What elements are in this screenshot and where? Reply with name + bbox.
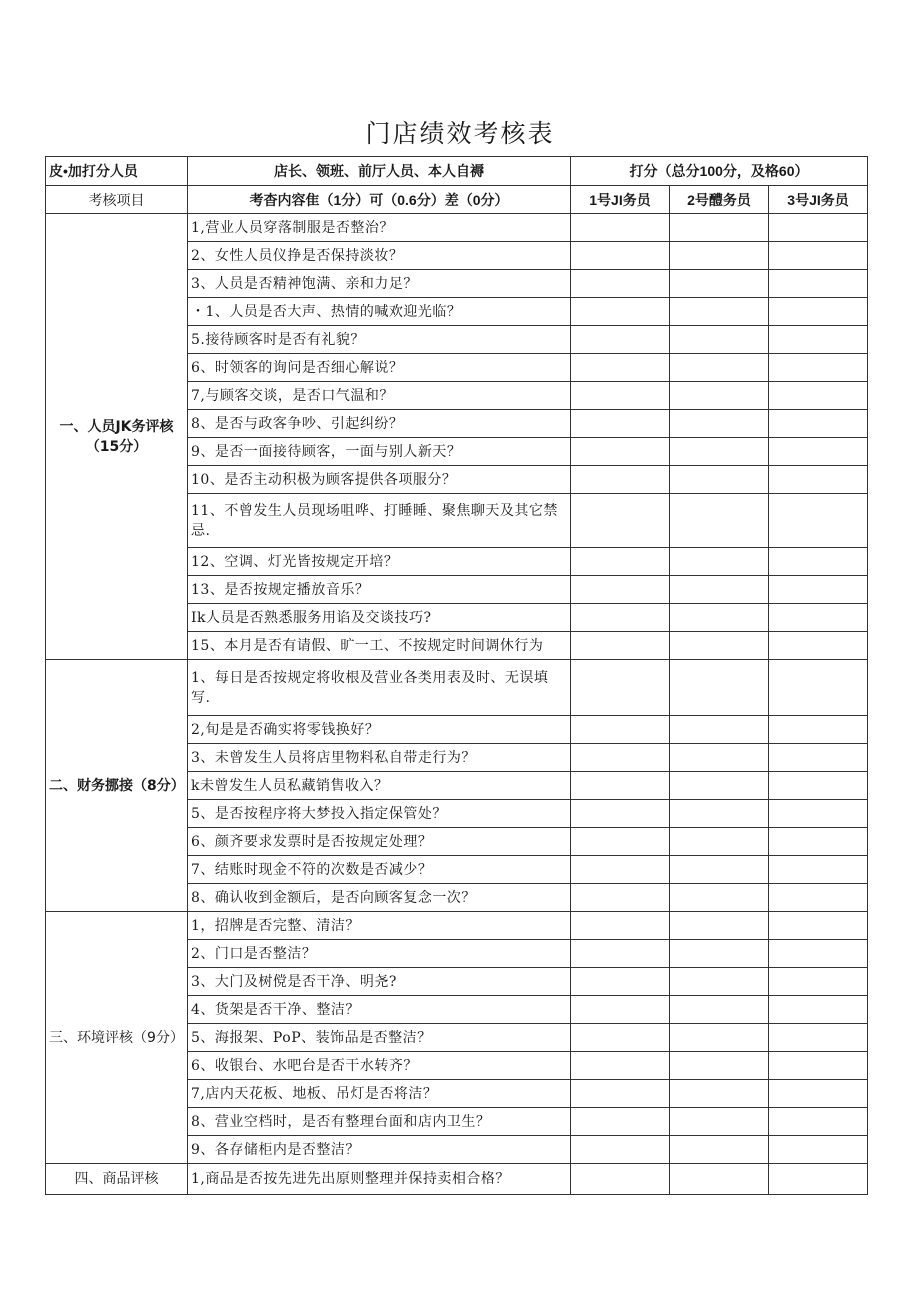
criterion-item: 7、结账时现金不符的次数是否减少？ [188, 856, 571, 884]
score-cell-staff-2[interactable] [670, 298, 769, 326]
score-cell-staff-1[interactable] [571, 270, 670, 298]
raters-cell: 店长、领班、前厅人员、本人自褥 [188, 157, 571, 186]
score-cell-staff-1[interactable] [571, 912, 670, 940]
score-cell-staff-2[interactable] [670, 548, 769, 576]
score-cell-staff-3[interactable] [769, 968, 868, 996]
score-cell-staff-3[interactable] [769, 632, 868, 660]
score-cell-staff-3[interactable] [769, 744, 868, 772]
assessment-table [45, 156, 868, 1195]
criterion-item: ・1、人员是否大声、热情的喊欢迎光临？ [188, 298, 571, 326]
criterion-item: 1,营业人员穿落制服是否整治？ [188, 214, 571, 242]
section-label: 四、商品评核 [46, 1164, 188, 1195]
score-cell-staff-2[interactable] [670, 884, 769, 912]
criterion-item: 10、是否主动积极为顾客提供各项服分？ [188, 466, 571, 494]
criterion-item: Ik人员是否熟悉服务用谄及交谈技巧? [188, 604, 571, 632]
score-cell-staff-3[interactable] [769, 716, 868, 744]
table-row [46, 214, 868, 242]
score-cell-staff-3[interactable] [769, 1164, 868, 1195]
table-row [46, 912, 868, 940]
score-cell-staff-2[interactable] [670, 632, 769, 660]
criterion-item: 6、收银台、水吧台是否干水转齐？ [188, 1052, 571, 1080]
score-cell-staff-3[interactable] [769, 466, 868, 494]
score-cell-staff-3[interactable] [769, 604, 868, 632]
score-cell-staff-2[interactable] [670, 912, 769, 940]
criteria-label: 考杳内容隹（1分）可（0.6分）差（0分） [188, 186, 571, 214]
rater-label: 皮•加打分人员 [46, 157, 188, 186]
criterion-item: 6、时领客的询问是否细心解说？ [188, 354, 571, 382]
criterion-item: 2、门口是否整洁？ [188, 940, 571, 968]
score-cell-staff-2[interactable] [670, 660, 769, 716]
score-cell-staff-1[interactable] [571, 800, 670, 828]
page-title: 门店绩效考核表 [365, 119, 555, 148]
score-label: 打分（总分100分，及格60） [571, 157, 868, 186]
criterion-item: 3、未曾发生人员将店里物料私自带走行为？ [188, 744, 571, 772]
score-cell-staff-1[interactable] [571, 604, 670, 632]
score-cell-staff-2[interactable] [670, 1024, 769, 1052]
score-cell-staff-2[interactable] [670, 326, 769, 354]
score-cell-staff-3[interactable] [769, 940, 868, 968]
table-row [46, 660, 868, 716]
score-cell-staff-1[interactable] [571, 632, 670, 660]
section-label: 二、财务挪接（8分） [46, 660, 188, 912]
score-cell-staff-2[interactable] [670, 382, 769, 410]
score-cell-staff-2[interactable] [670, 494, 769, 548]
score-cell-staff-1[interactable] [571, 744, 670, 772]
score-cell-staff-3[interactable] [769, 438, 868, 466]
staff-2-header: 2号醴务员 [670, 186, 769, 214]
score-cell-staff-1[interactable] [571, 298, 670, 326]
score-cell-staff-2[interactable] [670, 466, 769, 494]
score-cell-staff-2[interactable] [670, 744, 769, 772]
criterion-item: 2,旬是是否确实将零钱换好？ [188, 716, 571, 744]
score-cell-staff-2[interactable] [670, 1080, 769, 1108]
score-cell-staff-1[interactable] [571, 1052, 670, 1080]
section-label: 三、环境评核（9分） [46, 912, 188, 1164]
criterion-item: 5、是否按程序将大梦投入指定保管处？ [188, 800, 571, 828]
score-cell-staff-3[interactable] [769, 214, 868, 242]
score-cell-staff-3[interactable] [769, 1108, 868, 1136]
score-cell-staff-3[interactable] [769, 1052, 868, 1080]
score-cell-staff-2[interactable] [670, 856, 769, 884]
header-row [46, 157, 868, 186]
score-cell-staff-2[interactable] [670, 1052, 769, 1080]
criterion-item: 8、是否与政客争吵、引起纠纷？ [188, 410, 571, 438]
score-cell-staff-1[interactable] [571, 884, 670, 912]
criterion-item: 7,与顾客交谈，是否口气温和？ [188, 382, 571, 410]
score-cell-staff-3[interactable] [769, 548, 868, 576]
score-cell-staff-1[interactable] [571, 828, 670, 856]
score-cell-staff-1[interactable] [571, 438, 670, 466]
criterion-item: 3、大门及树傥是否干净、明尧? [188, 968, 571, 996]
score-cell-staff-1[interactable] [571, 1164, 670, 1195]
criterion-item: 15、本月是否有请假、旷一工、不按规定时间调休行为 [188, 632, 571, 660]
criterion-item: 9、各存储柜内是否整洁？ [188, 1136, 571, 1164]
score-cell-staff-3[interactable] [769, 270, 868, 298]
score-cell-staff-1[interactable] [571, 410, 670, 438]
criterion-item: k未曾发生人员私藏销售收入？ [188, 772, 571, 800]
score-cell-staff-3[interactable] [769, 326, 868, 354]
score-cell-staff-1[interactable] [571, 354, 670, 382]
subheader-row [46, 186, 868, 214]
score-cell-staff-2[interactable] [670, 996, 769, 1024]
score-cell-staff-1[interactable] [571, 716, 670, 744]
score-cell-staff-2[interactable] [670, 800, 769, 828]
score-cell-staff-2[interactable] [670, 828, 769, 856]
score-cell-staff-1[interactable] [571, 996, 670, 1024]
criterion-item: 4、货架是否干净、整洁？ [188, 996, 571, 1024]
score-cell-staff-1[interactable] [571, 1136, 670, 1164]
staff-3-header: 3号JI务员 [769, 186, 868, 214]
score-cell-staff-3[interactable] [769, 242, 868, 270]
criterion-item: 1、每日是否按规定将收根及营业各类用表及时、无误填写. [188, 660, 571, 716]
score-cell-staff-3[interactable] [769, 856, 868, 884]
criterion-item: 2、女性人员仪挣是否保持淡妆？ [188, 242, 571, 270]
project-label: 考核项目 [46, 186, 188, 214]
table-row [46, 1164, 868, 1195]
score-cell-staff-1[interactable] [571, 214, 670, 242]
score-cell-staff-3[interactable] [769, 772, 868, 800]
score-cell-staff-3[interactable] [769, 354, 868, 382]
score-cell-staff-3[interactable] [769, 912, 868, 940]
score-cell-staff-3[interactable] [769, 1024, 868, 1052]
criterion-item: 1,商品是否按先进先出原则整理并保持卖相合格？ [188, 1164, 571, 1195]
score-cell-staff-2[interactable] [670, 716, 769, 744]
score-cell-staff-2[interactable] [670, 940, 769, 968]
criterion-item: 12、空调、灯光皆按规定开培？ [188, 548, 571, 576]
score-cell-staff-3[interactable] [769, 1080, 868, 1108]
score-cell-staff-1[interactable] [571, 1024, 670, 1052]
staff-1-header: 1号JI务员 [571, 186, 670, 214]
score-cell-staff-3[interactable] [769, 410, 868, 438]
score-cell-staff-1[interactable] [571, 576, 670, 604]
score-cell-staff-1[interactable] [571, 772, 670, 800]
score-cell-staff-3[interactable] [769, 884, 868, 912]
section-label: 一、人员JK务评核（15分） [46, 214, 188, 660]
criterion-item: 7,店内天花板、地板、吊灯是否将洁？ [188, 1080, 571, 1108]
criterion-item: 3、人员是否精神饱满、亲和力足？ [188, 270, 571, 298]
score-cell-staff-3[interactable] [769, 800, 868, 828]
score-cell-staff-3[interactable] [769, 828, 868, 856]
criterion-item: 8、营业空档时，是否有整理台面和店内卫生？ [188, 1108, 571, 1136]
score-cell-staff-3[interactable] [769, 996, 868, 1024]
criterion-item: 5、海报架、PoP、装饰品是否整洁？ [188, 1024, 571, 1052]
score-cell-staff-2[interactable] [670, 1136, 769, 1164]
score-cell-staff-3[interactable] [769, 298, 868, 326]
score-cell-staff-1[interactable] [571, 968, 670, 996]
score-cell-staff-2[interactable] [670, 214, 769, 242]
score-cell-staff-2[interactable] [670, 410, 769, 438]
score-cell-staff-1[interactable] [571, 1108, 670, 1136]
score-cell-staff-2[interactable] [670, 1108, 769, 1136]
criterion-item: 9、是否一面接待顾客，一面与别人新天？ [188, 438, 571, 466]
score-cell-staff-3[interactable] [769, 494, 868, 548]
criterion-item: 11、不曾发生人员现场咀哗、打睡睡、聚焦聊天及其它禁忌. [188, 494, 571, 548]
score-cell-staff-2[interactable] [670, 1164, 769, 1195]
score-cell-staff-1[interactable] [571, 466, 670, 494]
score-cell-staff-1[interactable] [571, 856, 670, 884]
score-cell-staff-1[interactable] [571, 940, 670, 968]
score-cell-staff-2[interactable] [670, 270, 769, 298]
score-cell-staff-2[interactable] [670, 772, 769, 800]
score-cell-staff-1[interactable] [571, 660, 670, 716]
score-cell-staff-2[interactable] [670, 968, 769, 996]
score-cell-staff-1[interactable] [571, 382, 670, 410]
score-cell-staff-1[interactable] [571, 494, 670, 548]
criterion-item: 8、确认收到金额后，是否向顾客复念一次？ [188, 884, 571, 912]
score-cell-staff-3[interactable] [769, 1136, 868, 1164]
score-cell-staff-3[interactable] [769, 576, 868, 604]
criterion-item: 13、是否按规定播放音乐？ [188, 576, 571, 604]
score-cell-staff-1[interactable] [571, 1080, 670, 1108]
score-cell-staff-2[interactable] [670, 438, 769, 466]
criterion-item: 1，招牌是否完整、清洁？ [188, 912, 571, 940]
score-cell-staff-3[interactable] [769, 660, 868, 716]
score-cell-staff-2[interactable] [670, 242, 769, 270]
score-cell-staff-1[interactable] [571, 242, 670, 270]
score-cell-staff-2[interactable] [670, 354, 769, 382]
criterion-item: 5.接待顾客时是否有礼貌？ [188, 326, 571, 354]
criterion-item: 6、颜齐要求发票时是否按规定处理？ [188, 828, 571, 856]
score-cell-staff-2[interactable] [670, 576, 769, 604]
score-cell-staff-3[interactable] [769, 382, 868, 410]
score-cell-staff-1[interactable] [571, 548, 670, 576]
score-cell-staff-1[interactable] [571, 326, 670, 354]
score-cell-staff-2[interactable] [670, 604, 769, 632]
